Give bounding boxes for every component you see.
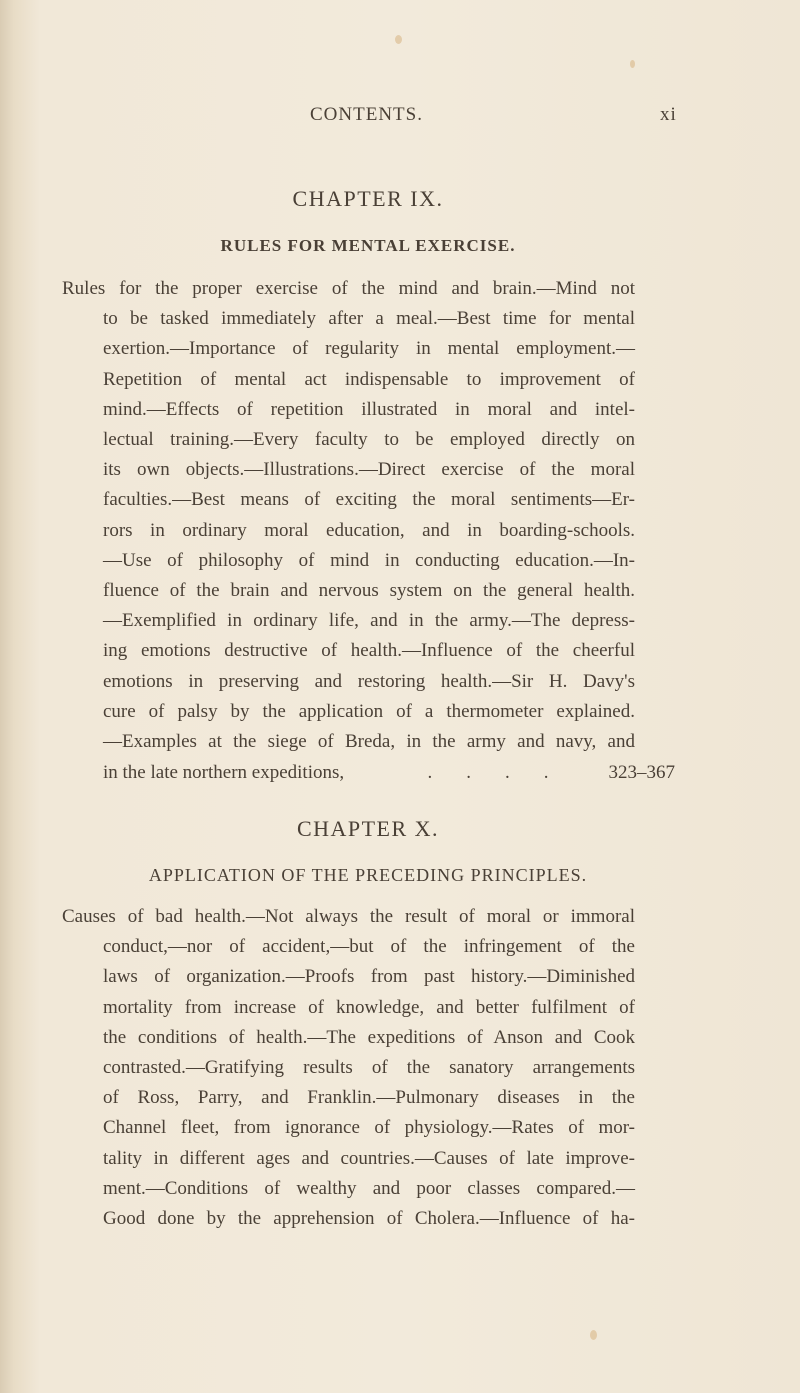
- summary-line: Causes of bad health.—Not always the result of moral or immoral: [62, 906, 635, 927]
- page-number: xi: [660, 104, 677, 125]
- chapter-heading: CHAPTER X.: [296, 816, 440, 841]
- summary-line: Good done by the apprehension of Cholera.—Influence of ha-: [103, 1208, 635, 1229]
- summary-line: ment.—Conditions of wealthy and poor classes compared.—: [103, 1177, 635, 1199]
- paper-stain: [590, 1330, 597, 1340]
- summary-line: laws of organization.—Proofs from past history.—Diminished: [103, 966, 635, 988]
- summary-line: Rules for the proper exercise of the mind and brain.—Mind not: [62, 278, 635, 299]
- summary-line: ing emotions destructive of health.—Influence of the cheerful: [103, 640, 635, 662]
- summary-line: faculties.—Best means of exciting the moral sentiments—Er-: [103, 489, 635, 511]
- chapter-title: APPLICATION OF THE PRECEDING PRINCIPLES.: [148, 865, 588, 885]
- summary-line: —Examples at the siege of Breda, in the army and navy, and: [103, 731, 635, 752]
- summary-line: conduct,—nor of accident,—but of the infringement of the: [103, 936, 635, 958]
- summary-text: in the late northern expeditions,: [103, 762, 345, 783]
- summary-line: of Ross, Parry, and Franklin.—Pulmonary diseases in the: [103, 1087, 635, 1109]
- leader-dot: .: [543, 762, 549, 783]
- chapter-title: RULES FOR MENTAL EXERCISE.: [220, 236, 516, 255]
- paper-stain: [395, 35, 402, 44]
- chapter-heading: CHAPTER IX.: [292, 186, 444, 211]
- summary-line: Channel fleet, from ignorance of physiology.—Rates of mor-: [103, 1117, 635, 1139]
- leader-dot: .: [427, 762, 433, 783]
- summary-line: lectual training.—Every faculty to be employed directly on: [103, 429, 635, 450]
- summary-line: mortality from increase of knowledge, and better fulfilment of: [103, 996, 635, 1018]
- leader-dot: .: [505, 762, 510, 783]
- leader-dot: .: [466, 762, 471, 783]
- summary-line: its own objects.—Illustrations.—Direct exercise of the moral: [103, 459, 635, 481]
- summary-line: cure of palsy by the application of a thermometer explained.: [103, 700, 635, 722]
- summary-last-line: [103, 762, 675, 784]
- summary-line: emotions in preserving and restoring health.—Sir H. Davy's: [103, 670, 635, 692]
- summary-line: the conditions of health.—The expeditions of Anson and Cook: [103, 1026, 635, 1048]
- summary-line: exertion.—Importance of regularity in mental employment.—: [103, 338, 635, 360]
- leader-dots: [374, 762, 608, 784]
- summary-line: fluence of the brain and nervous system on the general health.: [103, 580, 635, 601]
- summary-line: —Use of philosophy of mind in conducting education.—In-: [103, 549, 635, 571]
- summary-line: to be tasked immediately after a meal.—Best time for mental: [103, 308, 635, 330]
- summary-line: contrasted.—Gratifying results of the sanatory arrangements: [103, 1057, 635, 1078]
- summary-line: tality in different ages and countries.—Causes of late improve-: [103, 1147, 635, 1169]
- summary-line: mind.—Effects of repetition illustrated in moral and intel-: [103, 398, 635, 420]
- summary-line: rors in ordinary moral education, and in boarding-schools.: [103, 519, 635, 541]
- summary-line: Repetition of mental act indispensable to improvement of: [103, 368, 635, 390]
- running-head: CONTENTS.: [310, 104, 423, 125]
- page-range: 323–367: [608, 762, 675, 783]
- paper-stain: [630, 60, 635, 68]
- summary-line: —Exemplified in ordinary life, and in the army.—The depress-: [103, 610, 635, 632]
